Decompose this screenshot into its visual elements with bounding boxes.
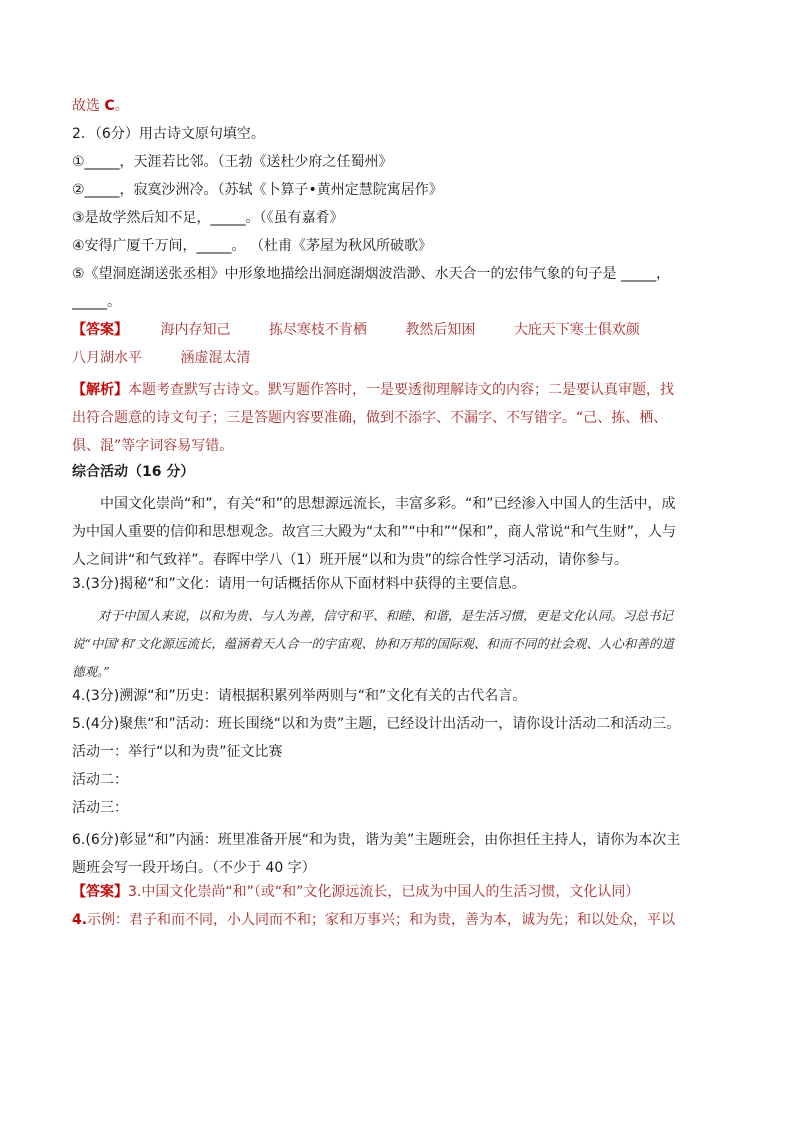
answer-4-number: 4.	[72, 912, 88, 928]
section-answer-3	[72, 882, 682, 910]
answer-item: 八月湖水平	[72, 350, 142, 366]
question-3: 3.(3分)揭秘“和”文化：请用一句话概括你从下面材料中获得的主要信息。	[72, 576, 526, 592]
q2-analysis	[72, 376, 682, 460]
activity-2: 活动二：	[72, 772, 128, 788]
section-answer-4	[72, 910, 682, 938]
q2-item-5: ⑤《望洞庭湖送张丞相》中形象地描绘出洞庭湖烟波浩渺、水天合一的宏伟气象的句子是 _____，_____。	[72, 266, 670, 310]
q2-item-2: ②_____，寂寞沙洲冷。（苏轼《卜算子•黄州定慧院寓居作》	[72, 182, 443, 198]
answer-item: 教然后知困	[405, 322, 476, 338]
conclusion-choice: C	[104, 98, 115, 114]
analysis-text: 本题考查默写古诗文。默写题作答时，一是要透彻理解诗文的内容；二是要认真审题，找出符合题意的诗文句子；三是答题内容要准确，做到不添字、不漏字、不写错字。“己、拣、栖、俱、混”等字词容易写错。	[72, 382, 674, 454]
conclusion-suffix: 。	[114, 98, 129, 114]
conclusion-line	[72, 96, 682, 124]
question-6: 6.(6分)彰显“和”内涵：班里准备开展“和为贵，谐为美”主题班会，由你担任主持人，请你为本次主题班会写一段开场白。（不少于 40 字）	[72, 832, 681, 876]
material-quote: 对于中国人来说，以和为贵、与人为善，信守和平、和睦、和谐，是生活习惯，更是文化认同。习总书记说“中国‘和’文化源远流长，蕴涵着天人合一的宇宙观、协和万邦的国际观、和而不同的社会观、人心和善的道德观。”	[72, 608, 674, 679]
q2-item-3: ③是故学然后知不足，_____。（《虽有嘉肴》	[72, 210, 344, 226]
document-page	[72, 96, 682, 938]
q2-item-1: ①_____，天涯若比邻。（王勃《送杜少府之任蜀州》	[72, 154, 393, 170]
section-title: 综合活动（16 分）	[72, 464, 195, 480]
analysis-tag: 【解析】	[72, 382, 128, 398]
question-4: 4.(3分)溯源“和”历史：请根据积累列举两则与“和”文化有关的古代名言。	[72, 688, 527, 704]
answer-item: 海内存知己	[160, 322, 231, 338]
answer-tag: 【答案】	[72, 322, 128, 338]
q2-answer-line-1	[72, 320, 682, 348]
section-intro: 中国文化崇尚“和”，有关“和”的思想源远流长，丰富多彩。“和”已经渗入中国人的生活中，成为中国人重要的信仰和思想观念。故宫三大殿为“太和”“中和”“保和”，商人常说“和气生财”，人与人之间讲“和气致祥”。春晖中学八（1）班开展“以和为贵”的综合性学习活动，请你参与。	[72, 496, 677, 568]
activity-3: 活动三：	[72, 800, 128, 816]
conclusion-prefix: 故选	[72, 98, 105, 114]
activity-1: 活动一：举行“以和为贵”征文比赛	[72, 744, 283, 760]
q2-answer-line-2	[72, 348, 682, 376]
answer-4-text: 示例：君子和而不同，小人同而不和；家和万事兴；和为贵，善为本，诚为先；和以处众，平以	[87, 912, 676, 928]
answer-3-text: 3.中国文化崇尚“和”（或“和”文化源远流长，已成为中国人的生活习惯，文化认同）	[128, 884, 640, 900]
q2-item-4: ④安得广厦千万间，_____。 （杜甫《茅屋为秋风所破歌》	[72, 238, 432, 254]
question-2-title: 2．（6分）用古诗文原句填空。	[72, 126, 265, 142]
answer-item: 涵虚混太清	[180, 350, 251, 366]
answer-item: 拣尽寒枝不肯栖	[268, 322, 367, 338]
answer-item: 大庇天下寒士俱欢颜	[513, 322, 640, 338]
answer-tag: 【答案】	[72, 884, 128, 900]
question-5: 5.(4分)聚焦“和”活动：班长围绕“以和为贵”主题，已经设计出活动一，请你设计活动二和活动三。	[72, 716, 681, 732]
